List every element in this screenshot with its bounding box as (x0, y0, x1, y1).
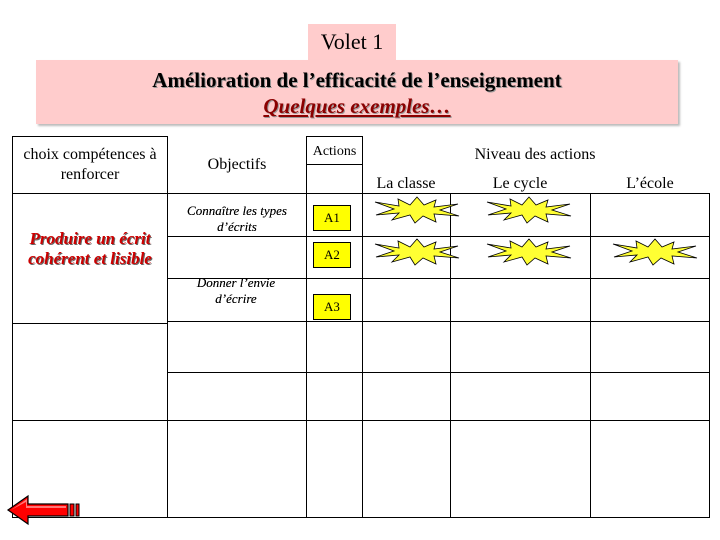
actions-header: Actions (312, 144, 357, 159)
levels-header: Niveau des actions (474, 146, 596, 163)
back-arrow-button[interactable] (6, 494, 80, 526)
level-cycle: Le cycle (492, 175, 548, 192)
competence-text: Produire un écrit cohérent et lisible (28, 229, 152, 268)
objectives-header: Objectifs (207, 156, 267, 173)
page-title: Amélioration de l’efficacité de l’enseignement (152, 68, 562, 92)
star-burst-icon (484, 196, 574, 224)
star-burst-icon (372, 196, 462, 224)
competences-header: choix compétences à renforcer (23, 146, 157, 183)
objective-2: Donner l’envie d’écrire (196, 275, 276, 306)
action-a3: A3 (313, 294, 351, 320)
level-classe: La classe (376, 175, 436, 192)
objective-1: Connaître les types d’écrits (187, 203, 287, 234)
volet-label: Volet 1 (308, 24, 396, 60)
page-subtitle: Quelques exemples… (263, 94, 451, 118)
star-burst-icon (610, 238, 700, 266)
title-banner (36, 60, 678, 124)
star-burst-icon (372, 238, 462, 266)
action-a2: A2 (313, 242, 351, 268)
star-burst-icon (484, 238, 574, 266)
level-ecole: L’école (626, 175, 674, 192)
action-a1: A1 (313, 205, 351, 231)
